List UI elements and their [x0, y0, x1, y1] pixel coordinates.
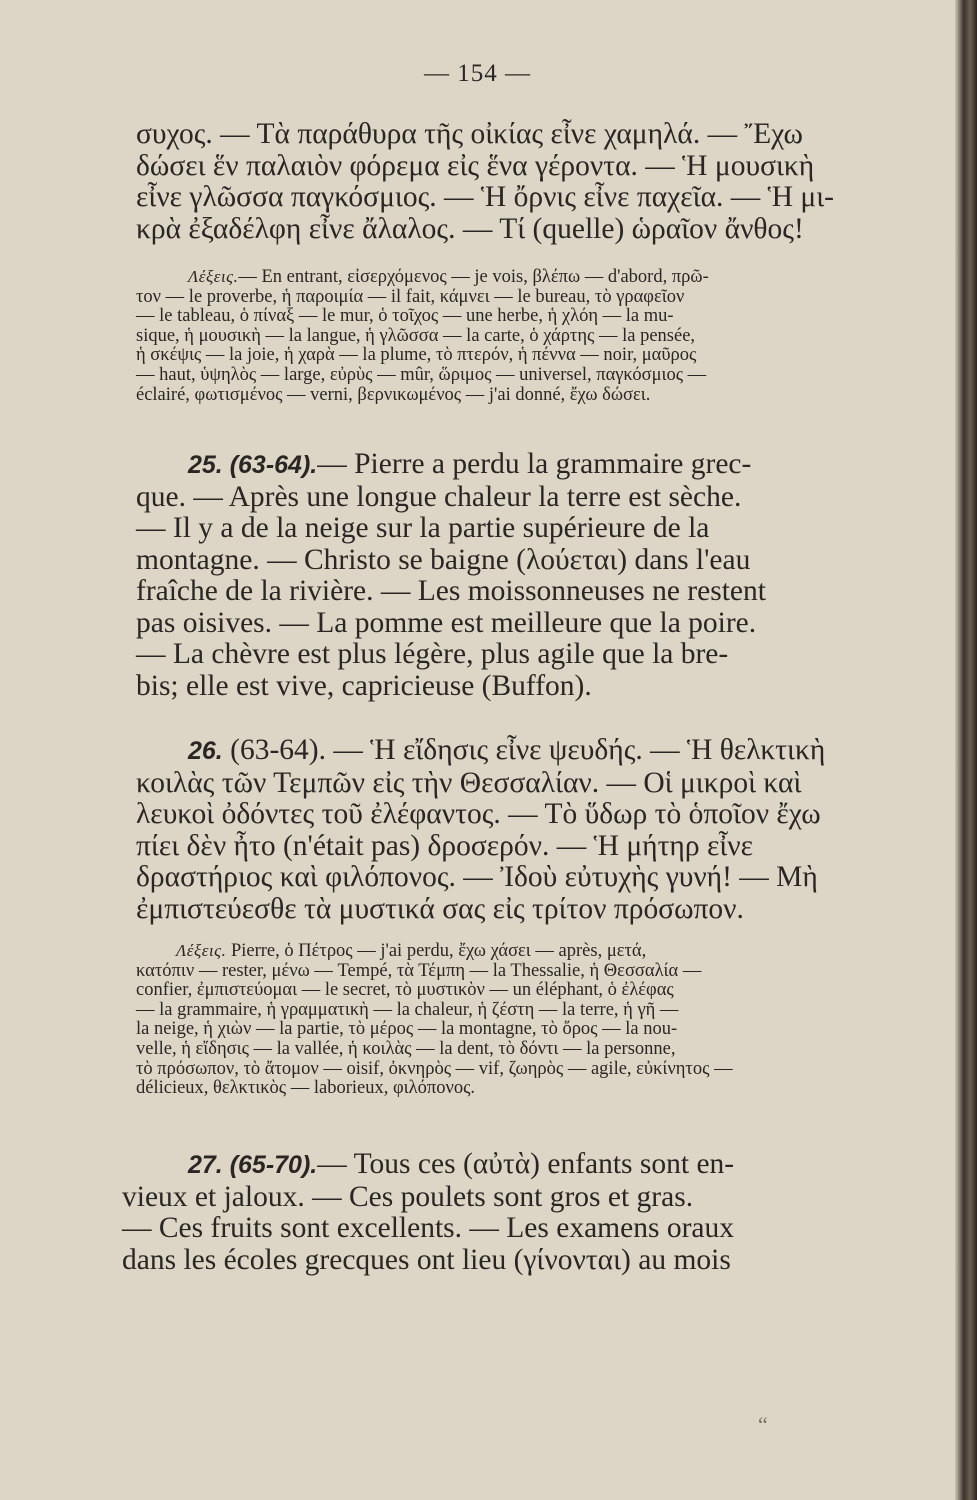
text-line: délicieux, θελκτικὸς — laborieux, φιλόπονος. — [136, 1078, 476, 1099]
text-line: que. — Après une longue chaleur la terre est sèche. — [136, 480, 742, 513]
text-line: τὸ πρόσωπον, τὸ ἄτομον — oisif, ὀκνηρὸς — vif, ζωηρὸς — agile, εὐκίνητος — — [136, 1058, 733, 1079]
text-line — [136, 449, 878, 482]
text-line: λευκοὶ ὀδόντες τοῦ ἐλέφαντος. — Τὸ ὕδωρ τὸ ὁποῖον ἔχω — [136, 798, 821, 830]
book-spine-edge — [955, 0, 977, 1500]
text-line: — Ces fruits sont excellents. — Les examens oraux — [122, 1212, 734, 1244]
exercise-text: — Tous ces (αὐτὰ) enfants sont en- — [317, 1148, 735, 1180]
text-line: — La chèvre est plus légère, plus agile que la bre- — [136, 638, 729, 670]
text-line — [136, 941, 878, 962]
text-line: sique, ἡ μουσικὴ — la langue, ἡ γλῶσσα — la carte, ὁ χάρτης — la pensée, — [136, 325, 696, 346]
text-line: la neige, ἡ χιὼν — la partie, τὸ μέρος — la montagne, τὸ ὄρος — la nou- — [136, 1019, 678, 1040]
text-line — [136, 1149, 878, 1182]
text-line: συχος. — Τὰ παράθυρα τῆς οἰκίας εἶνε χαμηλά. — Ἔχω — [136, 118, 803, 150]
text-line: fraîche de la rivière. — Les moissonneuses ne restent — [136, 575, 766, 607]
text-line: éclairé, φωτισμένος — verni, βερνικωμένος — j'ai donné, ἔχω δώσει. — [136, 384, 651, 405]
text-line: κοιλὰς τῶν Τεμπῶν εἰς τὴν Θεσσαλίαν. — Οἱ μικροὶ καὶ — [136, 766, 802, 799]
text-line: confier, ἐμπιστεύομαι — le secret, τὸ μυστικὸν — un éléphant, ὁ ἐλέφας — [136, 980, 674, 1001]
text-line: — Il y a de la neige sur la partie supérieure de la — [136, 512, 710, 544]
text-line — [136, 267, 878, 288]
vocabulary-label: Λέξεις. — [176, 941, 227, 960]
exercise-text: (63-64). — Ἡ εἴδησις εἶνε ψευδής. — Ἡ θελκτικὴ — [230, 734, 826, 766]
text-line: δώσει ἕν παλαιὸν φόρεμα εἰς ἕνα γέροντα. — Ἡ μουσικὴ — [136, 149, 815, 182]
text-line: dans les écoles grecques ont lieu (γίνονται) au mois — [122, 1243, 731, 1276]
exercise-27 — [122, 1148, 878, 1276]
text-line: δραστήριος καὶ φιλόπονος. — Ἰδοὺ εὐτυχὴς γυνή! — Μὴ — [136, 861, 818, 893]
text-line: — la grammaire, ἡ γραμματικὴ — la chaleur, ἡ ζέστη — la terre, ἡ γῆ — — [136, 999, 679, 1020]
text-line: bis; elle est vive, capricieuse (Buffon). — [136, 669, 592, 702]
exercise-number: 25. (63-64). — [188, 451, 318, 479]
exercise-number: 26. — [188, 737, 223, 765]
text-line: τον — le proverbe, ἡ παροιμία — il fait, κάμνει — le bureau, τὸ γραφεῖον — [136, 286, 685, 307]
exercise-text: — Pierre a perdu la grammaire grec- — [317, 448, 752, 480]
text-line: montagne. — Christo se baigne (λούεται) dans l'eau — [136, 543, 751, 576]
exercise-25 — [136, 449, 878, 702]
text-line: εἶνε γλῶσσα παγκόσμιος. — Ἡ ὄρνις εἶνε παχεῖα. — Ἡ μι- — [136, 181, 834, 213]
text-line: ἐμπιστεύεσθε τὰ μυστικά σας εἰς τρίτον πρόσωπον. — [136, 892, 744, 925]
text-line: κατόπιν — rester, μένω — Tempé, τὰ Τέμπη — la Thessalie, ἡ Θεσσαλία — — [136, 960, 702, 981]
text-line: vieux et jaloux. — Ces poulets sont gros et gras. — [122, 1180, 694, 1213]
text-line: κρὰ ἐξαδέλφη εἶνε ἄλαλος. — Τί (quelle) ὡραῖον ἄνθος! — [136, 212, 804, 245]
stray-pencil-mark: “ — [758, 1412, 768, 1437]
text-line: ἡ σκέψις — la joie, ἡ χαρὰ — la plume, τὸ πτερόν, ἡ πέννα — noir, μαῦρος — [136, 345, 697, 366]
vocabulary-entry: Pierre, ὁ Πέτρος — j'ai perdu, ἔχω χάσει — après, μετά, — [230, 941, 647, 961]
vocabulary-label: Λέξεις. — [188, 267, 239, 286]
vocabulary-list-2 — [136, 941, 878, 1099]
vocabulary-list-1 — [136, 267, 878, 405]
text-line: πίει δὲν ἦτο (n'était pas) δροσερόν. — Ἡ μήτηρ εἶνε — [136, 829, 753, 862]
text-line: — le tableau, ὁ πίναξ — le mur, ὁ τοῖχος — une herbe, ἡ χλόη — la mu- — [136, 306, 674, 327]
exercise-number: 27. (65-70). — [188, 1151, 318, 1179]
text-line: velle, ἡ εἴδησις — la vallée, ἡ κοιλὰς — la dent, τὸ δόντι — la personne, — [136, 1038, 676, 1059]
greek-exercise-continuation — [136, 119, 878, 245]
page-number: — 154 — — [424, 60, 531, 87]
text-line: pas oisives. — La pomme est meilleure que la poire. — [136, 606, 757, 639]
text-line — [136, 735, 878, 768]
exercise-26 — [136, 735, 878, 925]
vocabulary-entry: — En entrant, εἰσερχόμενος — je vois, βλέπω — d'abord, πρῶ- — [238, 267, 709, 287]
text-line: — haut, ὑψηλὸς — large, εὐρὺς — mûr, ὥριμος — universel, παγκόσμιος — — [136, 364, 707, 385]
